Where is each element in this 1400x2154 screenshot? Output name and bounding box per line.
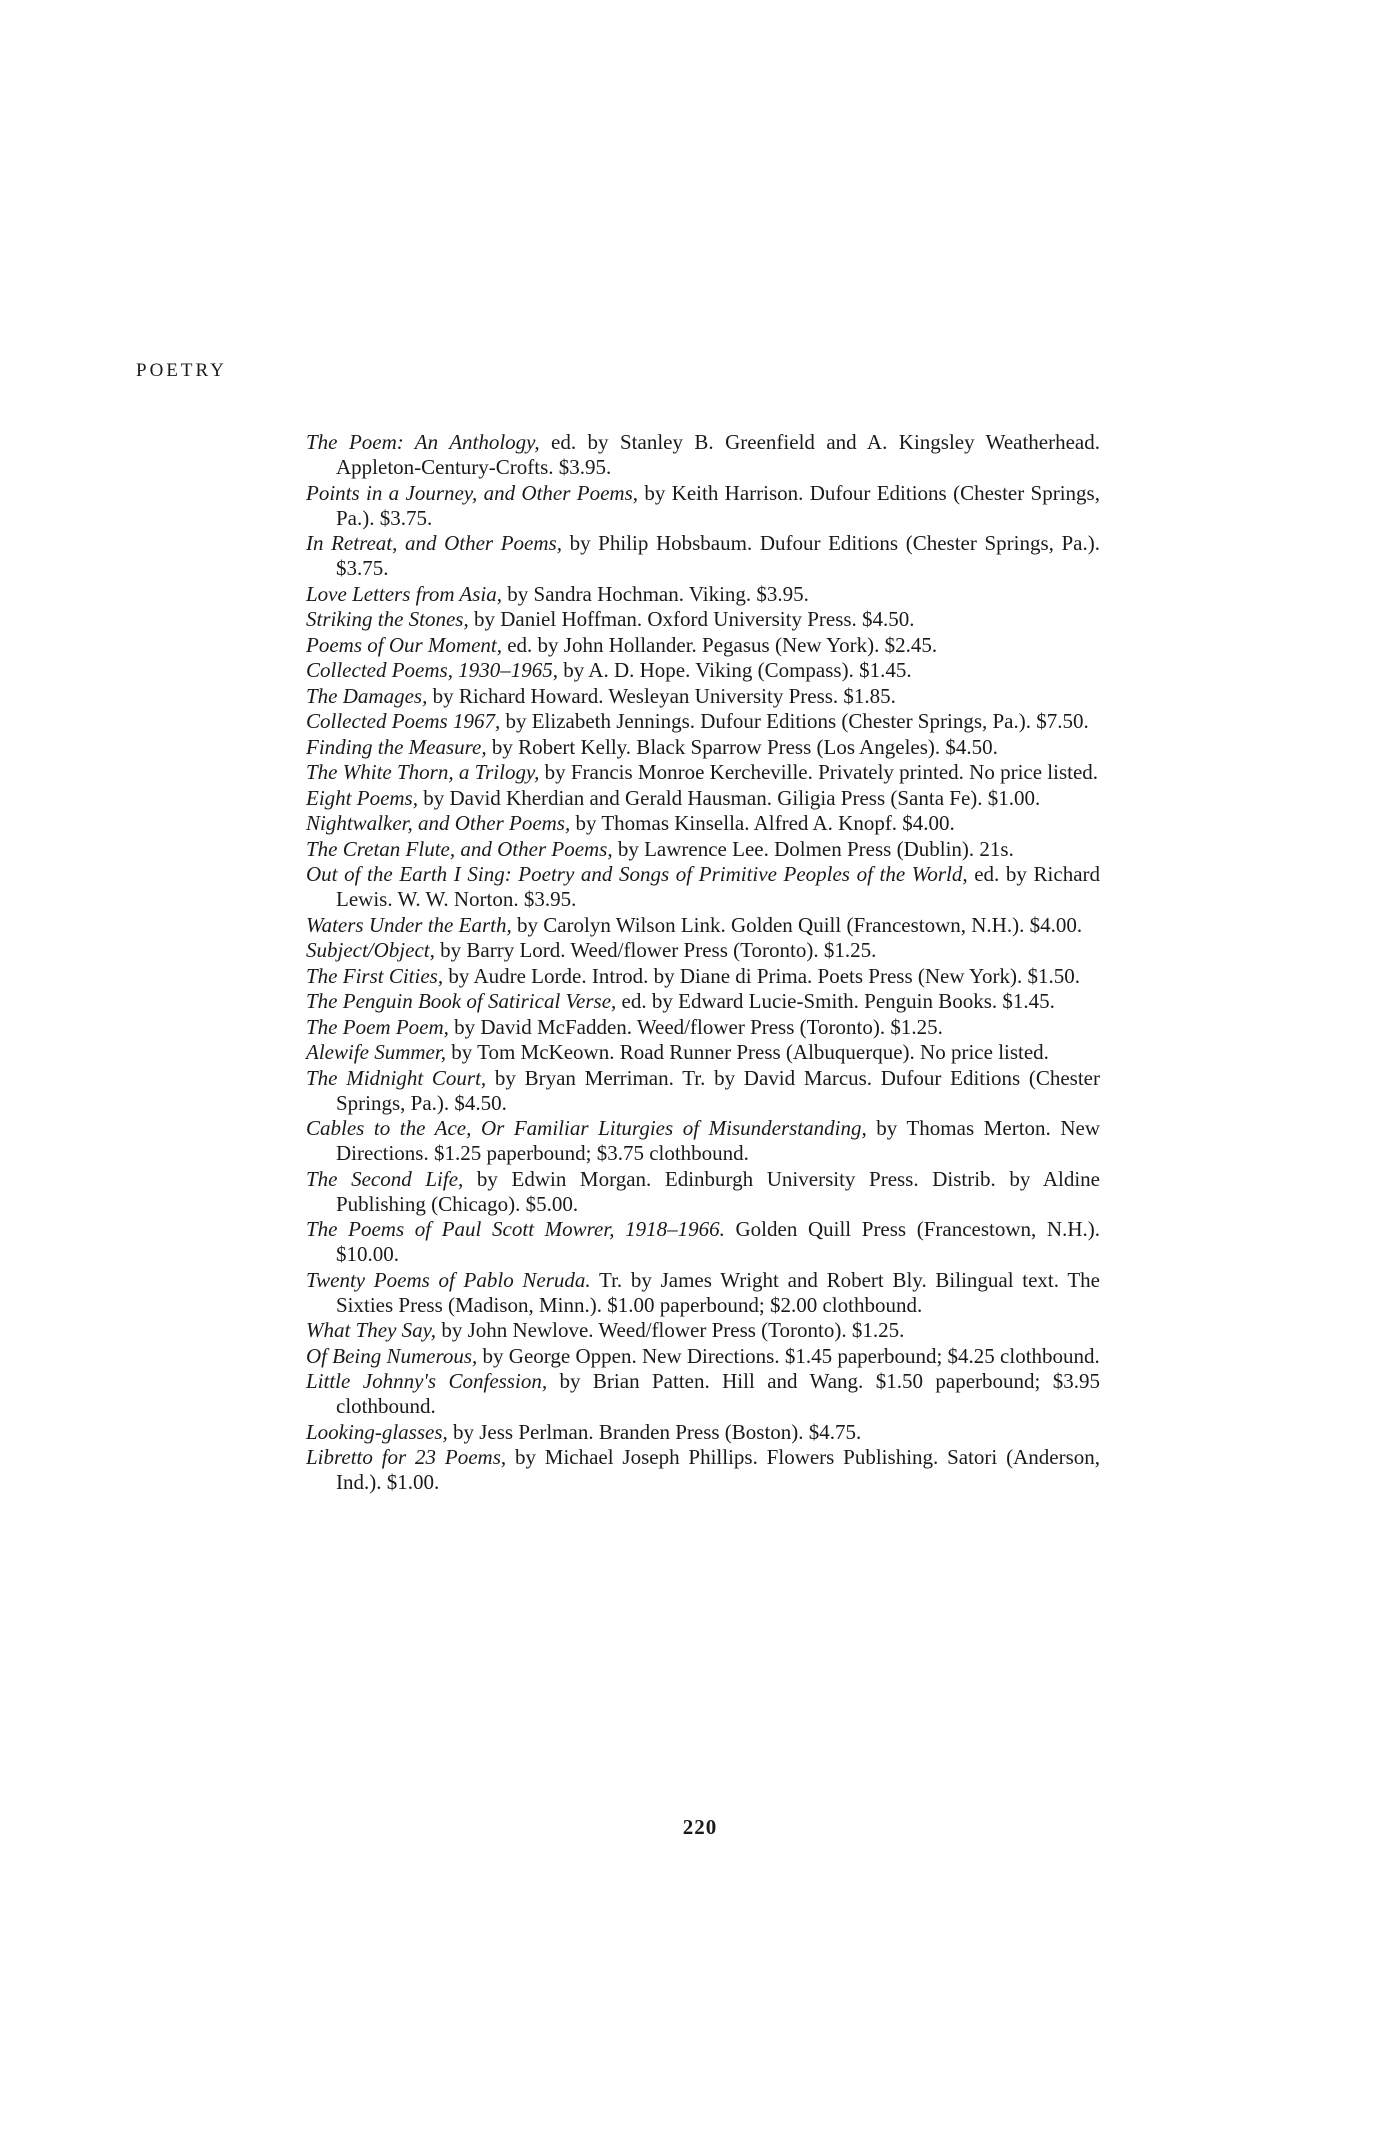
entry-title: Collected Poems 1967, [306, 709, 501, 733]
entry-details: by Tom McKeown. Road Runner Press (Albuquerque). No price listed. [445, 1040, 1049, 1064]
entry-details: by Carolyn Wilson Link. Golden Quill (Francestown, N.H.). $4.00. [511, 912, 1083, 937]
list-item [306, 938, 1100, 963]
list-item [306, 1318, 1100, 1343]
entry-details: by Audre Lorde. Introd. by Diane di Prima. Poets Press (New York). $1.50. [443, 963, 1081, 988]
entry-details: by Barry Lord. Weed/flower Press (Toronto). $1.25. [434, 938, 877, 962]
entry-details: by Bryan Merriman. Tr. by David Marcus. Dufour Editions (Chester Springs, Pa.). $4.50. [336, 1065, 1100, 1115]
entry-title: The Poems of Paul Scott Mowrer, 1918–1966. [306, 1217, 725, 1241]
list-item [306, 430, 1100, 480]
entry-details: ed. by Richard Lewis. W. W. Norton. $3.95. [336, 862, 1101, 911]
list-item [306, 837, 1100, 862]
list-item [306, 709, 1100, 734]
list-item [306, 607, 1100, 632]
list-item [306, 582, 1100, 607]
page-number: 220 [682, 1815, 718, 1839]
entry-title: Nightwalker, and Other Poems, [306, 811, 571, 835]
list-item [306, 1268, 1100, 1318]
list-item [306, 1167, 1100, 1217]
bibliography-list [306, 430, 1100, 1496]
entry-title: In Retreat, and Other Poems, [306, 531, 562, 555]
entry-details: by Francis Monroe Kercheville. Privately printed. No price listed. [539, 760, 1099, 784]
entry-title: The Cretan Flute, and Other Poems, [306, 836, 613, 861]
list-item [306, 989, 1100, 1014]
entry-details: by Brian Patten. Hill and Wang. $1.50 paperbound; $3.95 clothbound. [336, 1369, 1101, 1418]
list-item [306, 1445, 1100, 1495]
entry-details: by Philip Hobsbaum. Dufour Editions (Chester Springs, Pa.). $3.75. [336, 531, 1100, 580]
entry-details: by George Oppen. New Directions. $1.45 paperbound; $4.25 clothbound. [477, 1343, 1100, 1368]
entry-title: What They Say, [306, 1318, 437, 1342]
list-item [306, 1420, 1100, 1445]
entry-title: Waters Under the Earth, [306, 912, 512, 937]
list-item [306, 1344, 1100, 1369]
entry-title: Little Johnny's Confession, [306, 1369, 548, 1393]
entry-title: Out of the Earth I Sing: Poetry and Songs of Primitive Peoples of the World, [306, 862, 968, 886]
entry-details: by Daniel Hoffman. Oxford University Press. $4.50. [468, 607, 915, 631]
list-item [306, 735, 1100, 760]
list-item [306, 1040, 1100, 1065]
entry-details: by Elizabeth Jennings. Dufour Editions (Chester Springs, Pa.). $7.50. [500, 709, 1089, 733]
list-item [306, 1217, 1100, 1267]
entry-details: by Lawrence Lee. Dolmen Press (Dublin). 21s. [612, 836, 1014, 861]
entry-details: by David McFadden. Weed/flower Press (Toronto). $1.25. [448, 1014, 943, 1039]
entry-title: The Midnight Court, [306, 1065, 487, 1090]
entry-title: The Penguin Book of Satirical Verse, [306, 989, 617, 1013]
list-item [306, 913, 1100, 938]
entry-title: Looking-glasses, [306, 1419, 448, 1444]
entry-title: Of Being Numerous, [306, 1343, 478, 1368]
list-item [306, 786, 1100, 811]
entry-title: The Second Life, [306, 1166, 464, 1191]
entry-details: by Robert Kelly. Black Sparrow Press (Los Angeles). $4.50. [486, 734, 998, 759]
entry-title: Points in a Journey, and Other Poems, [306, 480, 638, 505]
entry-details: by Jess Perlman. Branden Press (Boston). $4.75. [447, 1419, 862, 1444]
entry-details: by John Newlove. Weed/flower Press (Toronto). $1.25. [436, 1318, 905, 1342]
entry-details: Golden Quill Press (Francestown, N.H.). $10.00. [336, 1217, 1101, 1266]
list-item [306, 481, 1100, 531]
running-head: POETRY [136, 360, 227, 381]
entry-details: by Edwin Morgan. Edinburgh University Press. Distrib. by Aldine Publishing (Chicago). $5.00. [336, 1166, 1100, 1216]
entry-details: by Thomas Kinsella. Alfred A. Knopf. $4.00. [570, 811, 955, 835]
entry-details: ed. by Edward Lucie-Smith. Penguin Books. $1.45. [616, 989, 1055, 1013]
entry-title: Eight Poems, [306, 785, 418, 810]
entry-details: by A. D. Hope. Viking (Compass). $1.45. [557, 658, 912, 682]
entry-title: The First Cities, [306, 963, 444, 988]
entry-title: Libretto for 23 Poems, [306, 1445, 507, 1469]
entry-details: ed. by John Hollander. Pegasus (New York). $2.45. [501, 632, 938, 657]
entry-details: by Keith Harrison. Dufour Editions (Chester Springs, Pa.). $3.75. [336, 480, 1100, 530]
entry-title: Love Letters from Asia, [306, 581, 503, 606]
list-item [306, 1066, 1100, 1116]
list-item [306, 811, 1100, 836]
list-item [306, 964, 1100, 989]
entry-title: Striking the Stones, [306, 607, 469, 631]
entry-title: Collected Poems, 1930–1965, [306, 658, 558, 682]
list-item [306, 862, 1100, 912]
entry-title: Alewife Summer, [306, 1040, 446, 1064]
entry-title: Poems of Our Moment, [306, 632, 502, 657]
list-item [306, 684, 1100, 709]
list-item [306, 531, 1100, 581]
entry-title: Finding the Measure, [306, 734, 487, 759]
entry-details: by Michael Joseph Phillips. Flowers Publishing. Satori (Anderson, Ind.). $1.00. [336, 1445, 1100, 1494]
entry-title: The Poem Poem, [306, 1014, 449, 1039]
list-item [306, 1116, 1100, 1166]
entry-details: Tr. by James Wright and Robert Bly. Bilingual text. The Sixties Press (Madison, Minn.). $1.00 paperbound; $2.00 clothbound. [336, 1267, 1100, 1317]
list-item [306, 633, 1100, 658]
entry-title: Cables to the Ace, Or Familiar Liturgies of Misunderstanding, [306, 1116, 867, 1140]
entry-title: Subject/Object, [306, 938, 435, 962]
entry-details: by David Kherdian and Gerald Hausman. Giligia Press (Santa Fe). $1.00. [417, 785, 1041, 810]
entry-details: ed. by Stanley B. Greenfield and A. Kingsley Weatherhead. Appleton-Century-Crofts. $3.95. [336, 430, 1100, 479]
entry-details: by Richard Howard. Wesleyan University Press. $1.85. [427, 683, 896, 708]
list-item [306, 1369, 1100, 1419]
list-item [306, 658, 1100, 683]
entry-title: The Poem: An Anthology, [306, 430, 540, 454]
entry-details: by Thomas Merton. New Directions. $1.25 paperbound; $3.75 clothbound. [336, 1116, 1100, 1165]
list-item [306, 1015, 1100, 1040]
list-item [306, 760, 1100, 785]
entry-title: Twenty Poems of Pablo Neruda. [306, 1267, 591, 1292]
entry-title: The Damages, [306, 683, 428, 708]
entry-details: by Sandra Hochman. Viking. $3.95. [502, 581, 809, 606]
entry-title: The White Thorn, a Trilogy, [306, 760, 540, 784]
